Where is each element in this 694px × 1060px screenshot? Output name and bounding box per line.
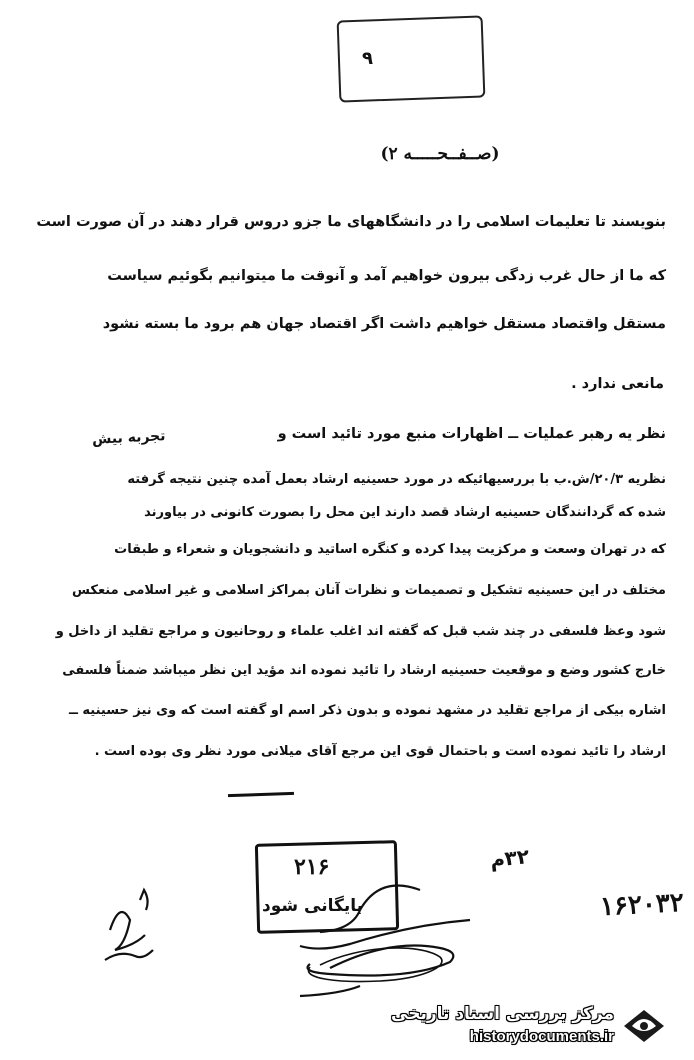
- top-stamp-box: [337, 15, 486, 102]
- history-center-logo-icon: [620, 1006, 668, 1046]
- handwritten-number: ۱۶۲۰۳۲: [599, 887, 685, 923]
- underline-mark: [228, 792, 294, 797]
- handwritten-annotation: ۳۲م: [488, 844, 531, 872]
- text-line-9: مختلف در این حسینیه تشکیل و تصمیمات و نظرات آنان بمراکز اسلامی و غیر اسلامی منعکس: [72, 583, 666, 598]
- text-line-12: اشاره بیکی از مراجع تقلید در مشهد نموده و بدون ذکر اسم او گفته است که وی نیز حسینیه ــ: [69, 703, 666, 718]
- text-line-11: خارج کشور وضع و موقعیت حسینیه ارشاد را تائید نموده اند مؤید این نظر میباشد ضمناً فلسفی: [62, 663, 666, 678]
- page-number: (صــفــحـــــه ۲): [380, 144, 500, 164]
- text-line-1: بنویسند تا تعلیمات اسلامی را در دانشگاههای ما جزو دروس قرار دهند در آن صورت است: [36, 214, 666, 230]
- top-stamp-mark: ۹: [362, 48, 373, 69]
- text-line-7: شده که گردانندگان حسینیه ارشاد قصد دارند این محل را بصورت کانونی در بیاورند: [144, 505, 666, 520]
- signature-left: [105, 890, 153, 960]
- text-line-8: که در تهران وسعت و مرکزیت پیدا کرده و کنگره اساتید و دانشجویان و شعراء و طبقات: [114, 542, 666, 557]
- text-line-2: که ما از حال غرب زدگی بیرون خواهیم آمد و آنوقت ما میتوانیم بگوئیم سیاست: [107, 268, 666, 284]
- text-line-5: نظر یه رهبر عملیات ــ اظهارات منبع مورد تائید است و: [277, 426, 666, 442]
- text-line-3: مستقل واقتصاد مستقل خواهیم داشت اگر اقتصاد جهان هم برود ما بسته نشود: [102, 316, 666, 332]
- text-line-6: نظریه ۲۰/۳/ش.ب با بررسیهائیکه در مورد حسینیه ارشاد بعمل آمده چنین نتیجه گرفته: [127, 472, 666, 487]
- archive-stamp-number: ۲۱۶: [294, 854, 330, 880]
- handwritten-note: تجربه بیش: [91, 428, 166, 448]
- text-line-10: شود وعظ فلسفی در چند شب قبل که گفته اند اغلب علماء و روحانیون و مراجع تقلید از داخل و: [55, 624, 666, 639]
- archive-stamp-text: بایگانی شود: [262, 896, 364, 916]
- text-line-13: ارشاد را تائید نموده است و باحتمال قوی این مرجع آقای میلانی مورد نظر وی بوده است .: [94, 744, 666, 759]
- watermark-url: historydocuments.ir: [469, 1028, 614, 1045]
- signature-underline: [308, 948, 441, 982]
- watermark-org-name: مرکز بررسی اسناد تاریخی: [391, 1004, 614, 1024]
- text-line-4: مانعی ندارد .: [571, 376, 664, 392]
